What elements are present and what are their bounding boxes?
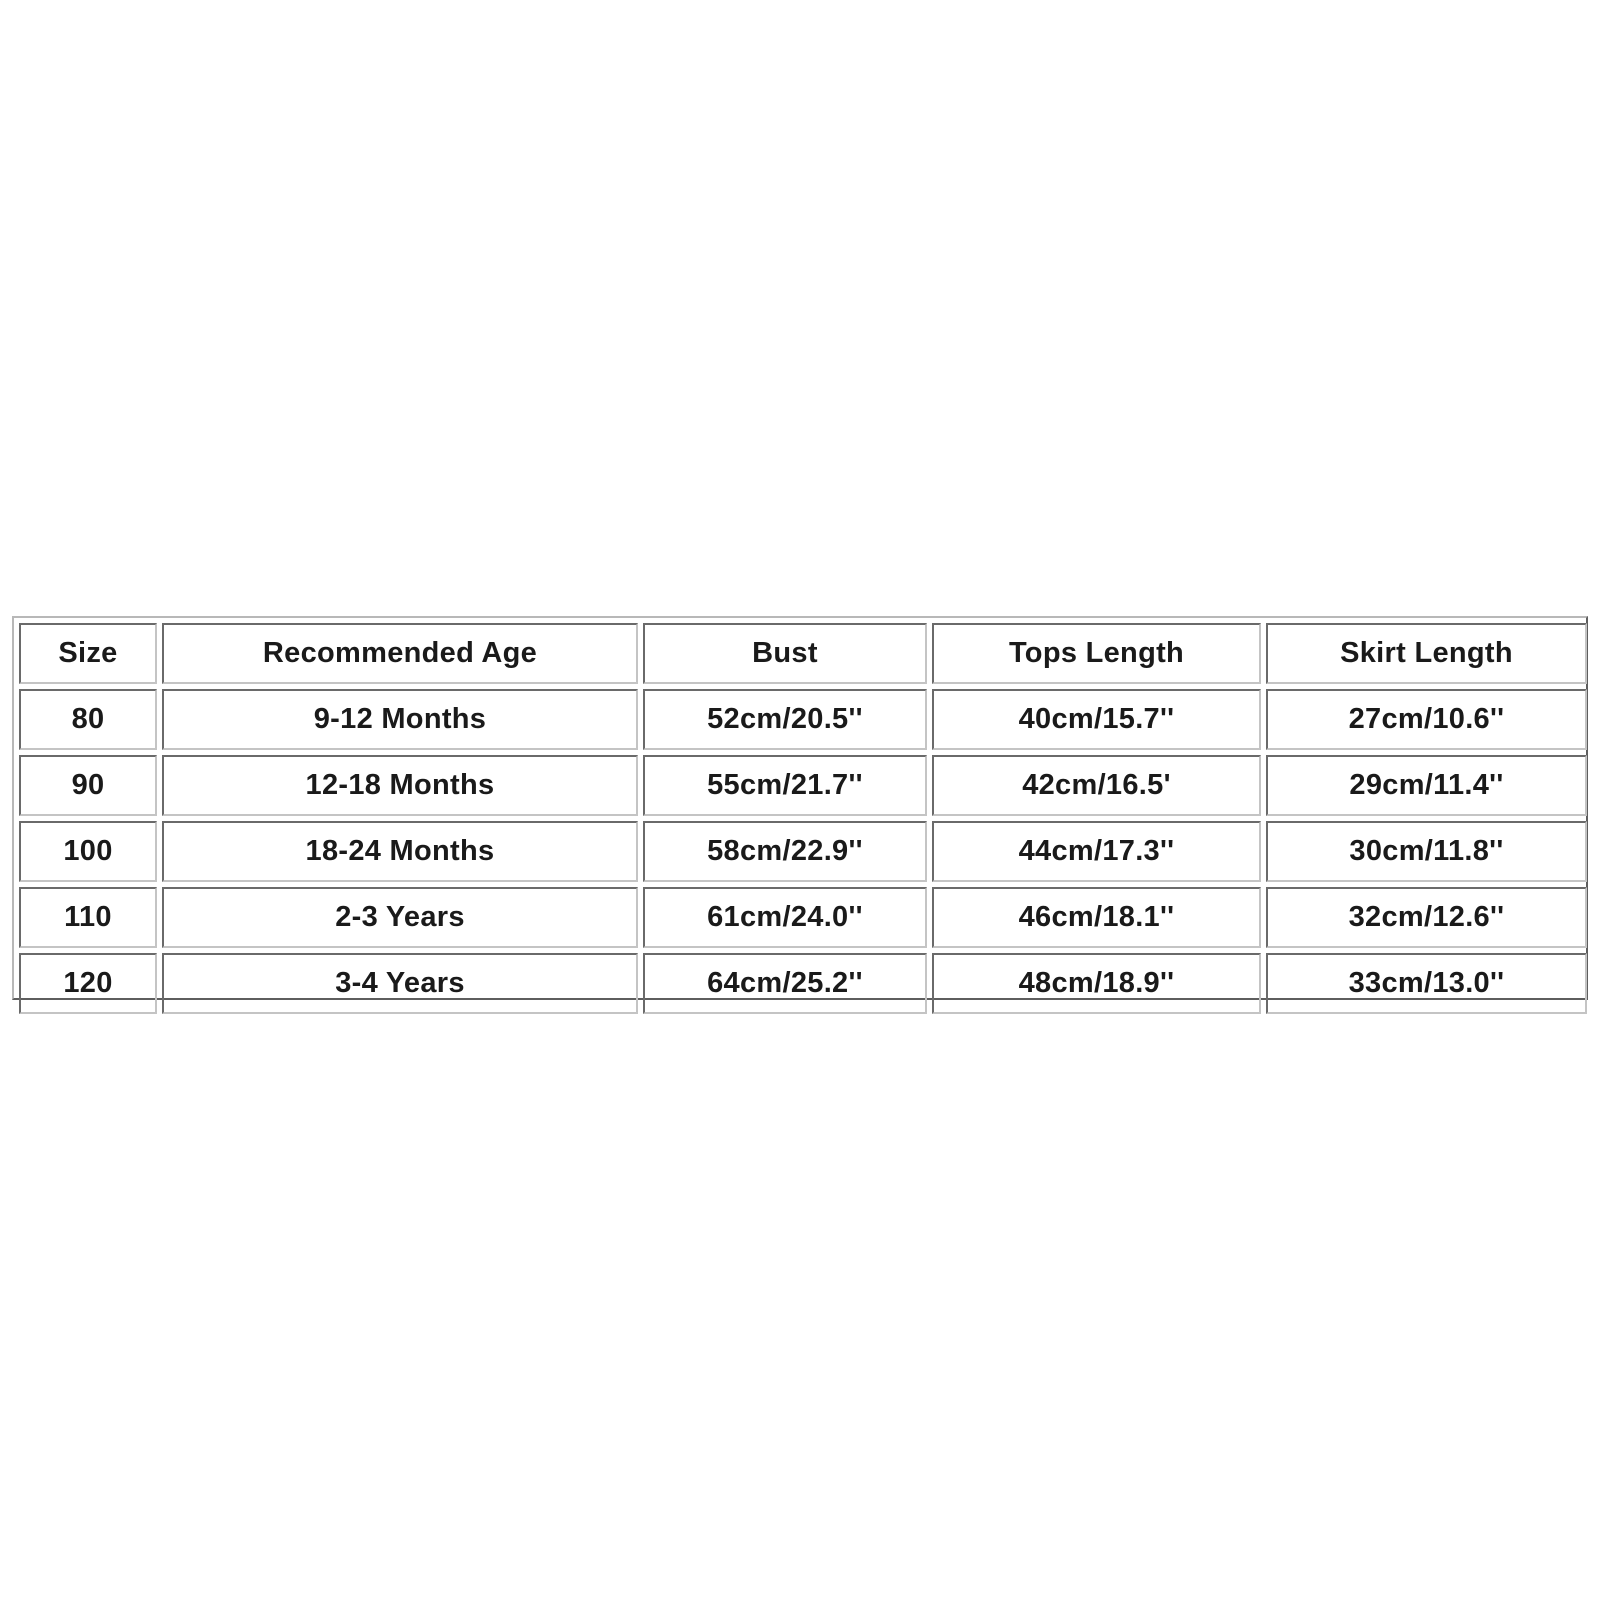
cell-size: 80 <box>19 689 157 750</box>
cell-bust: 64cm/25.2'' <box>643 953 927 1014</box>
header-tops-length: Tops Length <box>932 623 1261 684</box>
cell-tops-length: 48cm/18.9'' <box>932 953 1261 1014</box>
cell-recommended-age: 2-3 Years <box>162 887 638 948</box>
cell-bust: 55cm/21.7'' <box>643 755 927 816</box>
cell-skirt-length: 32cm/12.6'' <box>1266 887 1587 948</box>
cell-tops-length: 44cm/17.3'' <box>932 821 1261 882</box>
cell-bust: 58cm/22.9'' <box>643 821 927 882</box>
cell-size: 110 <box>19 887 157 948</box>
cell-tops-length: 46cm/18.1'' <box>932 887 1261 948</box>
header-recommended-age: Recommended Age <box>162 623 638 684</box>
cell-bust: 52cm/20.5'' <box>643 689 927 750</box>
table-row <box>19 953 1587 1014</box>
cell-recommended-age: 18-24 Months <box>162 821 638 882</box>
header-row <box>19 623 1587 684</box>
cell-skirt-length: 33cm/13.0'' <box>1266 953 1587 1014</box>
cell-size: 90 <box>19 755 157 816</box>
table-row <box>19 821 1587 882</box>
cell-recommended-age: 3-4 Years <box>162 953 638 1014</box>
size-chart <box>12 616 1588 1000</box>
cell-skirt-length: 30cm/11.8'' <box>1266 821 1587 882</box>
cell-tops-length: 42cm/16.5' <box>932 755 1261 816</box>
header-bust: Bust <box>643 623 927 684</box>
cell-recommended-age: 9-12 Months <box>162 689 638 750</box>
size-chart-table <box>14 618 1592 1019</box>
cell-recommended-age: 12-18 Months <box>162 755 638 816</box>
cell-skirt-length: 27cm/10.6'' <box>1266 689 1587 750</box>
table-row <box>19 689 1587 750</box>
cell-skirt-length: 29cm/11.4'' <box>1266 755 1587 816</box>
header-skirt-length: Skirt Length <box>1266 623 1587 684</box>
cell-size: 100 <box>19 821 157 882</box>
table-row <box>19 755 1587 816</box>
table-row <box>19 887 1587 948</box>
cell-tops-length: 40cm/15.7'' <box>932 689 1261 750</box>
header-size: Size <box>19 623 157 684</box>
cell-size: 120 <box>19 953 157 1014</box>
cell-bust: 61cm/24.0'' <box>643 887 927 948</box>
